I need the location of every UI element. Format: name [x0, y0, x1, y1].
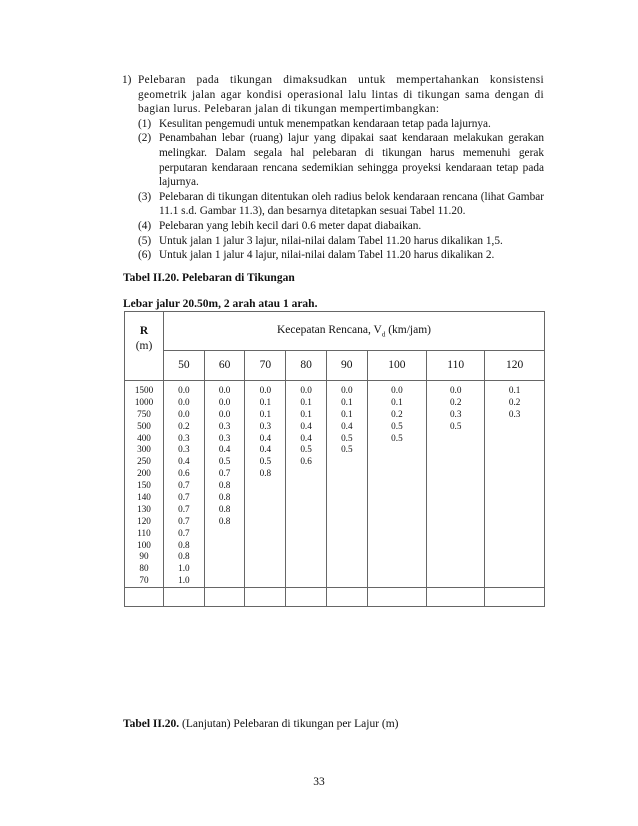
sub-list-item	[122, 248, 544, 263]
speed-value-cell: 70	[245, 350, 286, 380]
radius-value: 120	[137, 515, 151, 526]
widening-value: 0.8	[218, 503, 231, 514]
widening-value: 0.2	[449, 396, 462, 407]
sub-list-item-number: (5)	[138, 234, 152, 247]
widening-value: 0.8	[259, 468, 272, 479]
radius-header-symbol: R	[139, 325, 149, 337]
widening-value: 0.4	[178, 456, 190, 467]
widening-value: 0.0	[178, 396, 190, 407]
widening-value: 0.1	[391, 396, 403, 407]
widening-column	[245, 381, 286, 588]
widening-value: 0.6	[300, 456, 312, 467]
empty-cell	[164, 588, 205, 607]
page-number: 33	[313, 776, 325, 788]
widening-value: 0.7	[178, 480, 190, 491]
sub-list-item	[122, 117, 544, 132]
sub-list-item-text: Untuk jalan 1 jalur 3 lajur, nilai-nilai dalam Tabel 11.20 harus dikalikan 1,5.	[159, 234, 503, 247]
radius-value: 70	[139, 575, 149, 586]
radius-value: 750	[137, 408, 151, 419]
radius-value: 500	[137, 420, 151, 431]
widening-value: 0.5	[391, 420, 403, 431]
widening-value: 0.7	[178, 527, 190, 538]
widening-value: 1.0	[178, 575, 190, 586]
widening-column	[485, 381, 545, 588]
widening-value: 0.7	[218, 468, 231, 479]
widening-value: 1.0	[178, 563, 190, 574]
widening-column	[204, 381, 245, 588]
empty-cell	[125, 588, 164, 607]
radius-value: 80	[139, 563, 149, 574]
radius-value: 130	[137, 503, 151, 514]
empty-cell	[286, 588, 327, 607]
radius-value: 1000	[134, 396, 154, 407]
speed-header-unit: (km/jam)	[385, 323, 431, 336]
speed-value-cell: 60	[204, 350, 245, 380]
widening-value: 0.6	[178, 468, 190, 479]
sub-list	[122, 117, 544, 263]
empty-cell	[245, 588, 286, 607]
widening-value: 0.2	[391, 408, 403, 419]
widening-value: 0.3	[178, 444, 190, 455]
sub-list-item	[122, 234, 544, 249]
widening-value: 0.1	[508, 385, 521, 395]
widening-table	[124, 311, 545, 607]
radius-value: 250	[137, 456, 151, 467]
radius-column	[125, 381, 164, 588]
widening-value: 0.3	[218, 420, 231, 431]
widening-value: 0.4	[300, 420, 312, 431]
speed-value-cell: 110	[427, 350, 485, 380]
table-empty-row	[125, 588, 545, 607]
sub-list-item-number: (4)	[138, 219, 152, 232]
list-item-1	[122, 73, 544, 117]
widening-value: 0.4	[259, 444, 272, 455]
empty-cell	[326, 588, 367, 607]
radius-value: 400	[137, 432, 151, 443]
sub-list-item	[122, 190, 544, 219]
speed-header	[164, 312, 545, 351]
widening-value: 0.0	[178, 385, 190, 395]
radius-value: 90	[139, 551, 149, 562]
speed-value-cell: 50	[164, 350, 205, 380]
widening-value: 0.7	[178, 503, 190, 514]
speed-values-row	[125, 350, 545, 380]
widening-value: 0.5	[341, 444, 353, 455]
radius-value: 300	[137, 444, 151, 455]
widening-column	[326, 381, 367, 588]
empty-cell	[204, 588, 245, 607]
widening-value: 0.3	[178, 432, 190, 443]
widening-value: 0.0	[449, 385, 462, 395]
widening-value: 0.0	[391, 385, 403, 395]
radius-value: 150	[137, 480, 151, 491]
sub-list-item-text: Pelebaran di tikungan ditentukan oleh radius belok kendaraan rencana (lihat Gambar 11.1 s.d. Gambar 11.3), dan besarnya ditetapkan sesuai Tabel 11.20.	[159, 190, 544, 218]
widening-column	[367, 381, 426, 588]
widening-value: 0.0	[218, 385, 231, 395]
speed-value-cell: 120	[485, 350, 545, 380]
speed-header-label: Kecepatan Rencana, V	[276, 323, 382, 336]
sub-list-item-text: Pelebaran yang lebih kecil dari 0.6 meter dapat diabaikan.	[159, 219, 422, 232]
radius-header-unit: (m)	[135, 340, 153, 352]
empty-cell	[485, 588, 545, 607]
widening-value: 0.0	[259, 385, 272, 395]
widening-value: 0.8	[218, 492, 231, 503]
widening-value: 0.1	[341, 408, 353, 419]
widening-value: 0.1	[300, 396, 312, 407]
sub-list-item	[122, 219, 544, 234]
widening-value: 0.5	[218, 456, 231, 467]
widening-value: 0.5	[300, 444, 312, 455]
widening-value: 0.7	[178, 492, 190, 503]
speed-header-subscript: d	[381, 329, 386, 338]
widening-value: 0.4	[259, 432, 272, 443]
sub-list-item-number: (2)	[138, 132, 152, 145]
widening-value: 0.1	[341, 396, 353, 407]
widening-value: 0.5	[341, 432, 353, 443]
widening-value: 0.0	[218, 408, 231, 419]
widening-value: 0.1	[259, 396, 272, 407]
speed-value-cell: 100	[367, 350, 426, 380]
widening-value: 0.0	[300, 385, 312, 395]
widening-value: 0.7	[178, 515, 190, 526]
table-data-row	[125, 381, 545, 588]
table-title: Tabel II.20. Pelebaran di Tikungan	[123, 272, 295, 284]
widening-value: 0.3	[259, 420, 272, 431]
sub-list-item-text: Penambahan lebar (ruang) lajur yang dipakai saat kendaraan melakukan gerakan melingkar. Dalam segala hal pelebaran di tikungan harus memenuhi gerak perputaran kendaraan rencana sedemikian sehingga proyeksi kendaraan tetap pada lajurnya.	[159, 132, 544, 189]
widening-value: 0.5	[391, 432, 403, 443]
widening-value: 0.8	[218, 515, 231, 526]
widening-value: 0.3	[449, 408, 462, 419]
widening-value: 0.3	[508, 408, 521, 419]
widening-column	[164, 381, 205, 588]
widening-value: 0.1	[300, 408, 312, 419]
widening-value: 0.0	[218, 396, 231, 407]
list-item-text: Pelebaran pada tikungan dimaksudkan untuk mempertahankan konsistensi geometrik jalan agar kondisi operasional lalu lintas di tikungan sama dengan di bagian lurus. Pelebaran jalan di tikungan mempertimbangkan:	[138, 74, 544, 116]
widening-value: 0.8	[218, 480, 231, 491]
radius-value: 200	[137, 468, 151, 479]
sub-list-item	[122, 131, 544, 189]
widening-value: 0.8	[178, 539, 190, 550]
empty-cell	[367, 588, 426, 607]
widening-value: 0.5	[259, 456, 272, 467]
widening-value: 0.4	[218, 444, 231, 455]
widening-value: 0.2	[178, 420, 190, 431]
table-subtitle: Lebar jalur 20.50m, 2 arah atau 1 arah.	[123, 298, 318, 310]
speed-value-cell: 90	[326, 350, 367, 380]
radius-value: 100	[137, 539, 151, 550]
speed-value-cell: 80	[286, 350, 327, 380]
sub-list-item-number: (1)	[138, 117, 152, 130]
widening-value: 0.4	[341, 420, 353, 431]
widening-value: 0.3	[218, 432, 231, 443]
widening-value: 0.4	[300, 432, 312, 443]
sub-list-item-number: (3)	[138, 190, 152, 203]
radius-value: 1500	[134, 385, 154, 395]
sub-list-item-number: (6)	[138, 249, 152, 262]
widening-value: 0.5	[449, 420, 462, 431]
list-item-number: 1)	[122, 74, 132, 86]
widening-value: 0.1	[259, 408, 272, 419]
widening-column	[286, 381, 327, 588]
continued-table-label: Tabel II.20.	[123, 718, 180, 730]
requirements-list	[122, 73, 544, 263]
continued-table-caption: (Lanjutan) Pelebaran di tikungan per Lajur (m)	[179, 718, 399, 730]
widening-value: 0.0	[341, 385, 353, 395]
radius-value: 140	[137, 492, 151, 503]
sub-list-item-text: Kesulitan pengemudi untuk menempatkan kendaraan tetap pada lajurnya.	[159, 117, 491, 130]
continued-table-title	[123, 718, 399, 730]
widening-value: 0.8	[178, 551, 190, 562]
empty-cell	[427, 588, 485, 607]
radius-header	[125, 312, 164, 381]
widening-value: 0.2	[508, 396, 521, 407]
radius-value: 110	[137, 527, 151, 538]
widening-column	[427, 381, 485, 588]
widening-value: 0.0	[178, 408, 190, 419]
sub-list-item-text: Untuk jalan 1 jalur 4 lajur, nilai-nilai dalam Tabel 11.20 harus dikalikan 2.	[159, 249, 495, 262]
